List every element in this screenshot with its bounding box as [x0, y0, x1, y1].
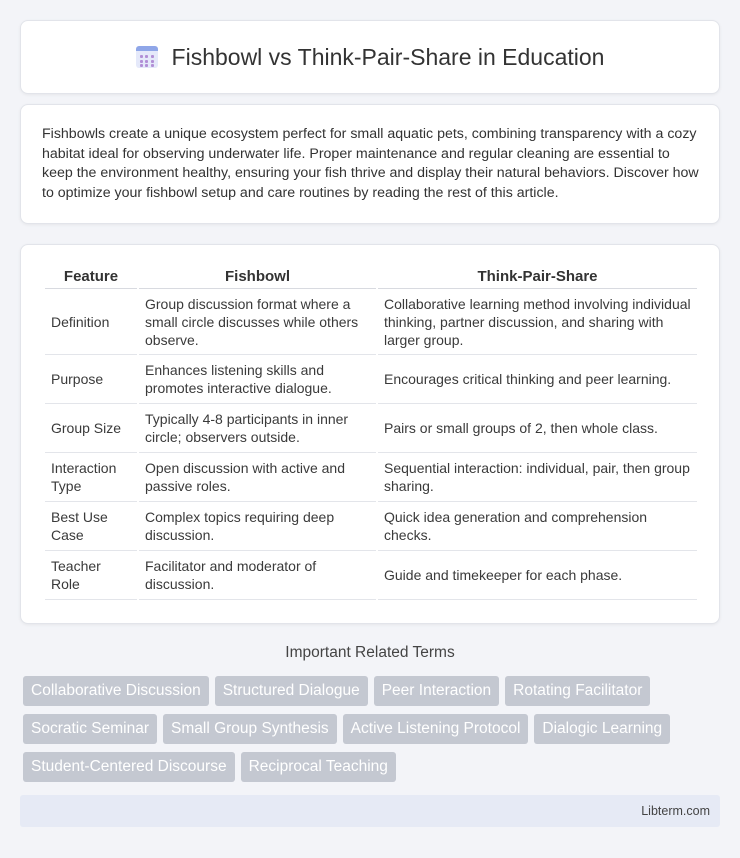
related-terms-tags — [23, 676, 723, 782]
header-card — [20, 20, 720, 94]
related-terms-title: Important Related Terms — [285, 644, 455, 661]
tag-structured-dialogue[interactable]: Structured Dialogue — [215, 676, 368, 706]
footer — [20, 795, 720, 827]
table-row — [45, 404, 697, 453]
tag-collaborative-discussion[interactable]: Collaborative Discussion — [23, 676, 209, 706]
tag-peer-interaction[interactable]: Peer Interaction — [374, 676, 499, 706]
tag-socratic-seminar[interactable]: Socratic Seminar — [23, 714, 157, 744]
spreadsheet-app-icon — [136, 46, 158, 68]
column-header-think-pair-share: Think-Pair-Share — [378, 265, 697, 289]
tag-dialogic-learning[interactable]: Dialogic Learning — [534, 714, 670, 744]
row-fishbowl: Enhances listening skills and promotes interactive dialogue. — [139, 355, 376, 404]
column-header-fishbowl: Fishbowl — [139, 265, 376, 289]
row-think-pair-share: Collaborative learning method involving individual thinking, partner discussion, and sharing with larger group. — [378, 289, 697, 355]
row-feature: Interaction Type — [45, 453, 137, 502]
row-think-pair-share: Pairs or small groups of 2, then whole class. — [378, 404, 697, 453]
row-feature: Purpose — [45, 355, 137, 404]
row-feature: Definition — [45, 289, 137, 355]
table-row — [45, 453, 697, 502]
row-feature: Best Use Case — [45, 502, 137, 551]
tag-reciprocal-teaching[interactable]: Reciprocal Teaching — [241, 752, 396, 782]
comparison-table-card — [20, 244, 720, 624]
tag-student-centered-discourse[interactable]: Student-Centered Discourse — [23, 752, 235, 782]
table-row — [45, 355, 697, 404]
row-think-pair-share: Sequential interaction: individual, pair, then group sharing. — [378, 453, 697, 502]
row-think-pair-share: Encourages critical thinking and peer learning. — [378, 355, 697, 404]
row-fishbowl: Typically 4-8 participants in inner circle; observers outside. — [139, 404, 376, 453]
table-row — [45, 551, 697, 600]
title-wrap — [136, 44, 605, 71]
row-think-pair-share: Quick idea generation and comprehension checks. — [378, 502, 697, 551]
row-fishbowl: Open discussion with active and passive roles. — [139, 453, 376, 502]
row-feature: Teacher Role — [45, 551, 137, 600]
tag-active-listening-protocol[interactable]: Active Listening Protocol — [343, 714, 529, 744]
tag-small-group-synthesis[interactable]: Small Group Synthesis — [163, 714, 337, 744]
row-feature: Group Size — [45, 404, 137, 453]
row-fishbowl: Complex topics requiring deep discussion. — [139, 502, 376, 551]
row-fishbowl: Facilitator and moderator of discussion. — [139, 551, 376, 600]
comparison-table — [43, 265, 699, 600]
table-row — [45, 289, 697, 355]
row-think-pair-share: Guide and timekeeper for each phase. — [378, 551, 697, 600]
row-fishbowl: Group discussion format where a small circle discusses while others observe. — [139, 289, 376, 355]
tag-rotating-facilitator[interactable]: Rotating Facilitator — [505, 676, 650, 706]
table-row — [45, 502, 697, 551]
intro-text: Fishbowls create a unique ecosystem perfect for small aquatic pets, combining transparency with a cozy habitat ideal for observing underwater life. Proper maintenance and regular cleaning are essential to keep the environment healthy, ensuring your fish thrive and display their natural behaviors. Discover how to optimize your fishbowl setup and care routines by reading the rest of this article. — [42, 126, 699, 201]
table-header-row — [45, 265, 697, 289]
footer-brand-link[interactable]: Libterm.com — [641, 804, 710, 818]
page-title: Fishbowl vs Think-Pair-Share in Education — [171, 43, 605, 70]
intro-card — [20, 104, 720, 224]
column-header-feature: Feature — [45, 265, 137, 289]
